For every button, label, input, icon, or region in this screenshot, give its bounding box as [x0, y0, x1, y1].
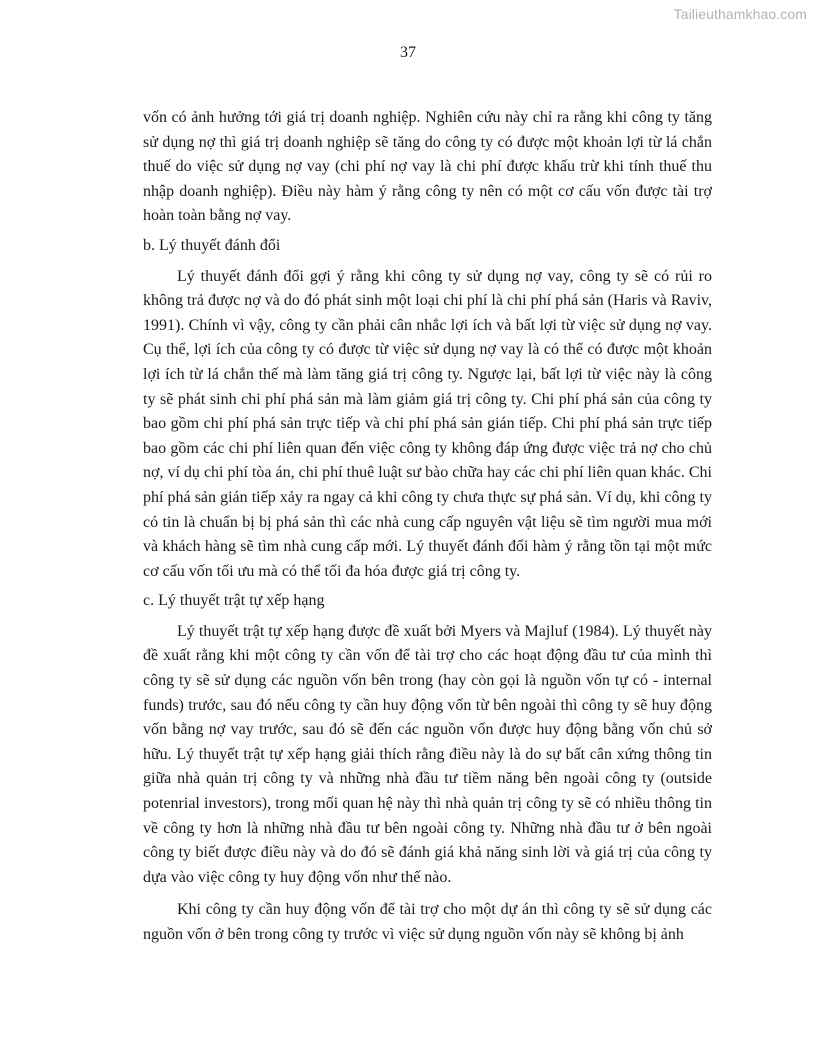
- paragraph-2: Lý thuyết đánh đổi gợi ý rằng khi công ty sử dụng nợ vay, công ty sẽ có rủi ro không trả được nợ và do đó phát sinh một loại chi phí là chi phí phá sản (Haris và Raviv, 1991). Chính vì vậy, công ty cần phải cân nhắc lợi ích và bất lợi từ việc sử dụng nợ vay. Cụ thể, lợi ích của công ty có được từ việc sử dụng nợ vay là có thể có được một khoản lợi ích từ lá chắn thế mà làm tăng giá trị công ty. Ngược lại, bất lợi từ việc này là công ty sẽ phát sinh chi phí phá sản mà làm giảm giá trị công ty. Chi phí phá sản của công ty bao gồm chi phí phá sản trực tiếp và chi phí phá sản gián tiếp. Chi phí phá sản trực tiếp bao gồm các chi phí liên quan đến việc công ty không đáp ứng được việc trả nợ cho chủ nợ, ví dụ chi phí tòa án, chi phí thuê luật sư bào chữa hay các chi phí liên quan khác. Chi phí phá sản gián tiếp xảy ra ngay cả khi công ty chưa thực sự phá sản. Ví dụ, khi công ty có tin là chuẩn bị bị phá sản thì các nhà cung cấp nguyên vật liệu sẽ tìm người mua mới và khách hàng sẽ tìm nhà cung cấp mới. Lý thuyết đánh đổi hàm ý rằng tồn tại một mức cơ cấu vốn tối ưu mà có thể tối đa hóa được giá trị công ty.: [143, 267, 712, 580]
- section-heading-c: c. Lý thuyết trật tự xếp hạng: [143, 592, 325, 610]
- watermark-text: Tailieuthamkhao.com: [673, 6, 807, 22]
- paragraph-4: Khi công ty cần huy động vốn để tài trợ cho một dự án thì công ty sẽ sử dụng các nguồn vốn ở bên trong công ty trước vì việc sử dụng nguồn vốn này sẽ không bị ảnh: [143, 901, 712, 943]
- page-number: 37: [400, 44, 416, 61]
- section-heading-b: b. Lý thuyết đánh đổi: [143, 236, 281, 254]
- paragraph-1: vốn có ảnh hưởng tới giá trị doanh nghiệp. Nghiên cứu này chỉ ra rằng khi công ty tăng sử dụng nợ thì giá trị doanh nghiệp sẽ tăng do công ty có được một khoản lợi từ lá chắn thuế do việc sử dụng nợ vay (chi phí nợ vay là chi phí được khấu trừ khi tính thuế thu nhập doanh nghiệp). Điều này hàm ý rằng công ty nên có một cơ cấu vốn được tài trợ hoàn toàn bằng nợ vay.: [143, 109, 712, 225]
- document-body: [143, 106, 712, 948]
- paragraph-3: Lý thuyết trật tự xếp hạng được đề xuất bởi Myers và Majluf (1984). Lý thuyết này đề xuất rằng khi một công ty cần vốn để tài trợ cho các hoạt động đầu tư của mình thì công ty sẽ sử dụng các nguồn vốn bên trong (hay còn gọi là nguồn vốn tự có - internal funds) trước, sau đó nếu công ty cần huy động vốn từ bên ngoài thì công ty sẽ huy động vốn bằng nợ vay trước, sau đó sẽ đến các nguồn vốn được huy động bằng vốn chủ sở hữu. Lý thuyết trật tự xếp hạng giải thích rằng điều này là do sự bất cân xứng thông tin giữa nhà quản trị công ty và những nhà đầu tư tiềm năng bên ngoài công ty (outside potenrial investors), trong mối quan hệ này thì nhà quản trị công ty sẽ có nhiều thông tin về công ty hơn là những nhà đầu tư bên ngoài công ty. Những nhà đầu tư ở bên ngoài công ty biết được điều này và do đó sẽ đánh giá khả năng sinh lời và giá trị của công ty dựa vào việc công ty huy động vốn như thế nào.: [143, 622, 712, 886]
